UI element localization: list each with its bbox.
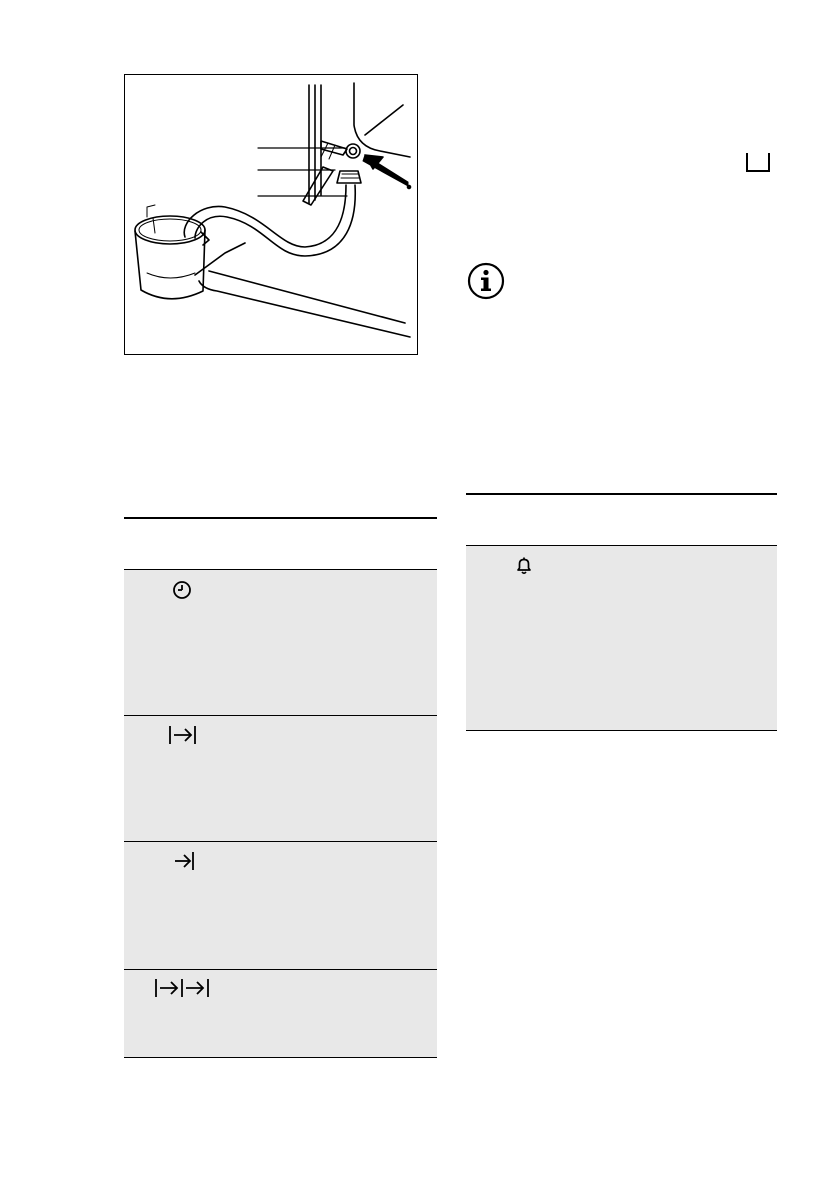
- steam-oven-water-drain-illustration: [124, 74, 418, 355]
- time-delay-icon: [154, 977, 212, 999]
- end-icon: [174, 850, 196, 872]
- minute-minder-table: [466, 493, 777, 731]
- illustration-drawing: [125, 75, 419, 356]
- table-row: [466, 546, 777, 731]
- table-row: [124, 570, 437, 716]
- bell-icon: [515, 556, 533, 576]
- table-row: [124, 716, 437, 842]
- table-header: [124, 517, 437, 570]
- duration-icon: [168, 724, 198, 746]
- clock-icon: [172, 580, 192, 600]
- table-header: [466, 493, 777, 546]
- table-row: [124, 842, 437, 970]
- table-row: [124, 970, 437, 1058]
- info-icon: [467, 262, 505, 300]
- clock-functions-table: [124, 517, 437, 1058]
- water-tank-icon: [745, 151, 771, 173]
